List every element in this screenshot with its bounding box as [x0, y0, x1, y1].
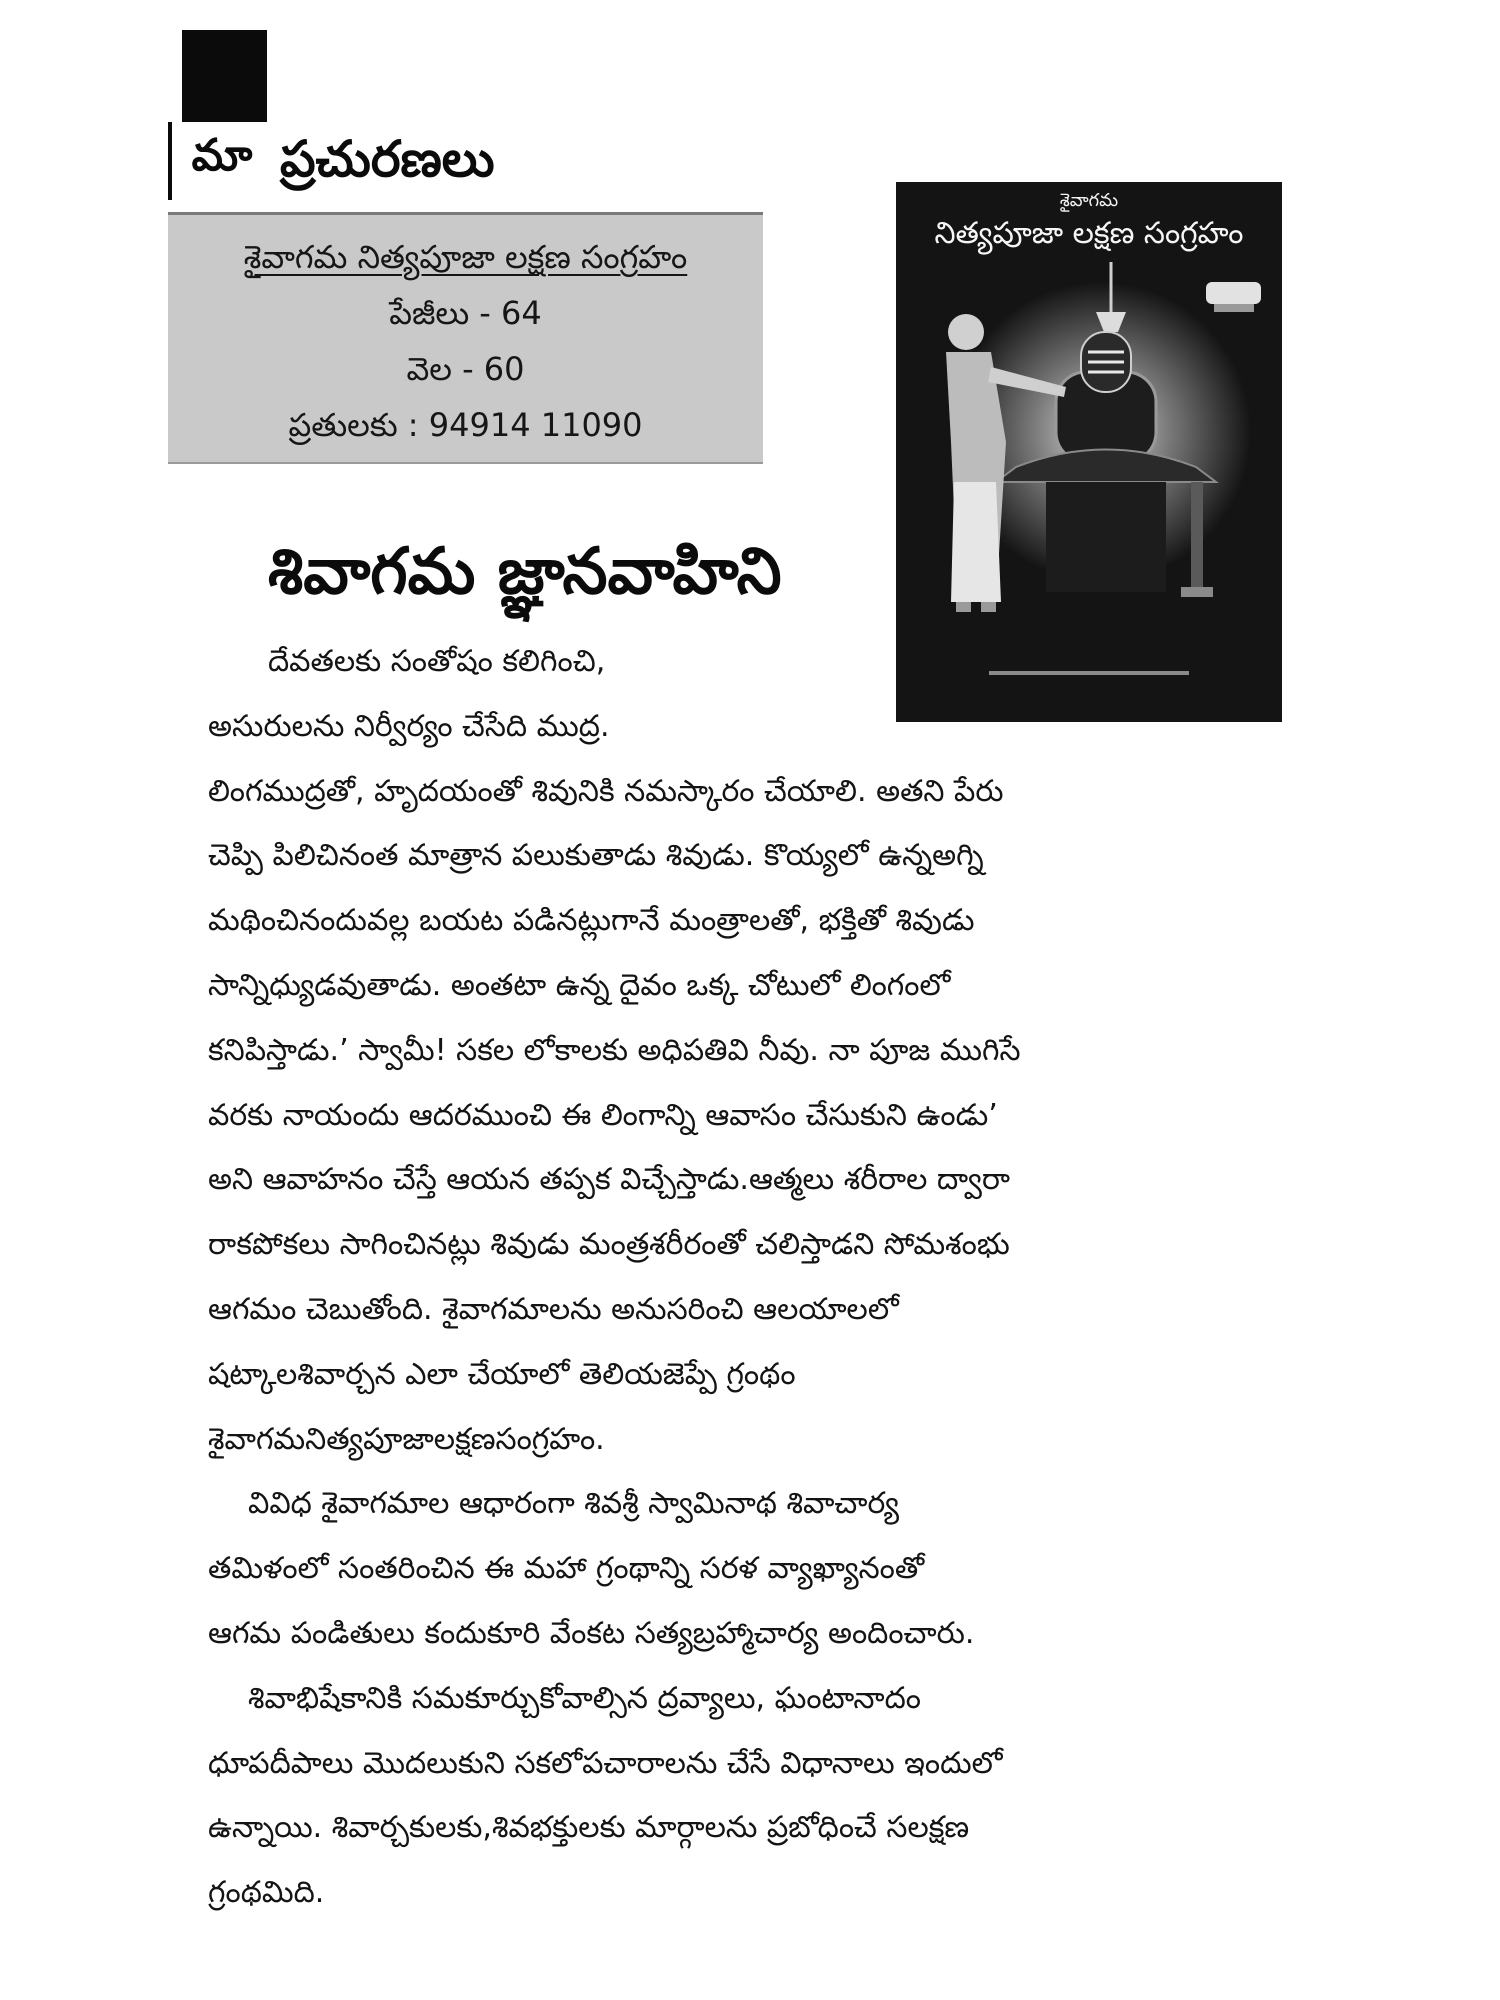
cover-top-text: శైవాగమ	[1059, 190, 1119, 211]
cover-title: నిత్యపూజా లక్షణ సంగ్రహం	[934, 216, 1244, 251]
body-line: కనిపిస్తాడు.’ స్వామీ! సకల లోకాలకు అధిపతివి నీవు. నా పూజ ముగిసే	[208, 1032, 1021, 1068]
body-line: దేవతలకు సంతోషం కలిగించి,	[268, 644, 606, 679]
header-tag: మా	[168, 122, 272, 200]
body-line: అని ఆవాహనం చేస్తే ఆయన తప్పక విచ్చేస్తాడు.ఆత్మలు శరీరాల ద్వారా	[208, 1162, 1010, 1198]
body-line: ఆగమ పండితులు కందుకూరి వేంకట సత్యబ్రహ్మాచార్య అందించారు.	[208, 1615, 975, 1651]
body-line: చెప్పి పిలిచినంత మాత్రాన పలుకుతాడు శివుడు. కొయ్యలో ఉన్నఅగ్ని	[208, 838, 984, 874]
body-line: వరకు నాయందు ఆదరముంచి ఈ లింగాన్ని ఆవాసం చేసుకుని ఉండు’	[208, 1097, 998, 1133]
book-pages: పేజీలు - 64	[389, 294, 542, 332]
book-title: శైవాగమ నిత్యపూజా లక్షణ సంగ్రహం	[243, 238, 688, 276]
body-line: సాన్నిధ్యుడవుతాడు. అంతటా ఉన్న దైవం ఒక్క చోటులో లింగంలో	[208, 967, 951, 1003]
section-title: ప్రచురణలు	[280, 130, 495, 188]
body-line: తమిళంలో సంతరించిన ఈ మహా గ్రంథాన్ని సరళ వ్యాఖ్యానంతో	[208, 1551, 925, 1587]
body-line: షట్కాలశివార్చన ఎలా చేయాలో తెలియజెప్పే గ్రంథం	[208, 1356, 796, 1392]
body-line: ధూపదీపాలు మొదలుకుని సకలోపచారాలను చేసే విధానాలు ఇందులో	[208, 1745, 1003, 1781]
body-line: లింగముద్రతో, హృదయంతో శివునికి నమస్కారం చేయాలి. అతని పేరు	[208, 773, 1004, 809]
book-info-box	[168, 212, 763, 464]
body-line: అసురులను నిర్వీర్యం చేసేది ముద్ర.	[208, 708, 610, 744]
body-line: ఉన్నాయి. శివార్చకులకు,శివభక్తులకు మార్గాలను ప్రబోధించే సలక్షణ	[208, 1810, 970, 1846]
article-body	[208, 630, 1288, 1926]
body-line: వివిధ శైవాగమాల ఆధారంగా శివశ్రీ స్వామినాథ శివాచార్య	[248, 1486, 900, 1522]
body-line: శివాభిషేకానికి సమకూర్చుకోవాల్సిన ద్రవ్యాలు, ఘంటానాదం	[248, 1680, 921, 1716]
body-line: రాకపోకలు సాగించినట్లు శివుడు మంత్రశరీరంతో చలిస్తాడని సోమశంభు	[208, 1227, 1010, 1263]
book-price: వెల - 60	[406, 350, 525, 388]
body-line: గ్రంథమిది.	[208, 1875, 325, 1911]
body-line: ఆగమం చెబుతోంది. శైవాగమాలను అనుసరించి ఆలయాలలో	[208, 1291, 899, 1327]
article-heading: శివాగమ జ్ఞానవాహిని	[268, 535, 782, 609]
body-line: శైవాగమనిత్యపూజాలక్షణసంగ్రహం.	[208, 1421, 605, 1457]
book-contact: ప్రతులకు : 94914 11090	[288, 406, 643, 444]
body-line: మథించినందువల్ల బయట పడినట్లుగానే మంత్రాలతో, భక్తితో శివుడు	[208, 903, 975, 939]
